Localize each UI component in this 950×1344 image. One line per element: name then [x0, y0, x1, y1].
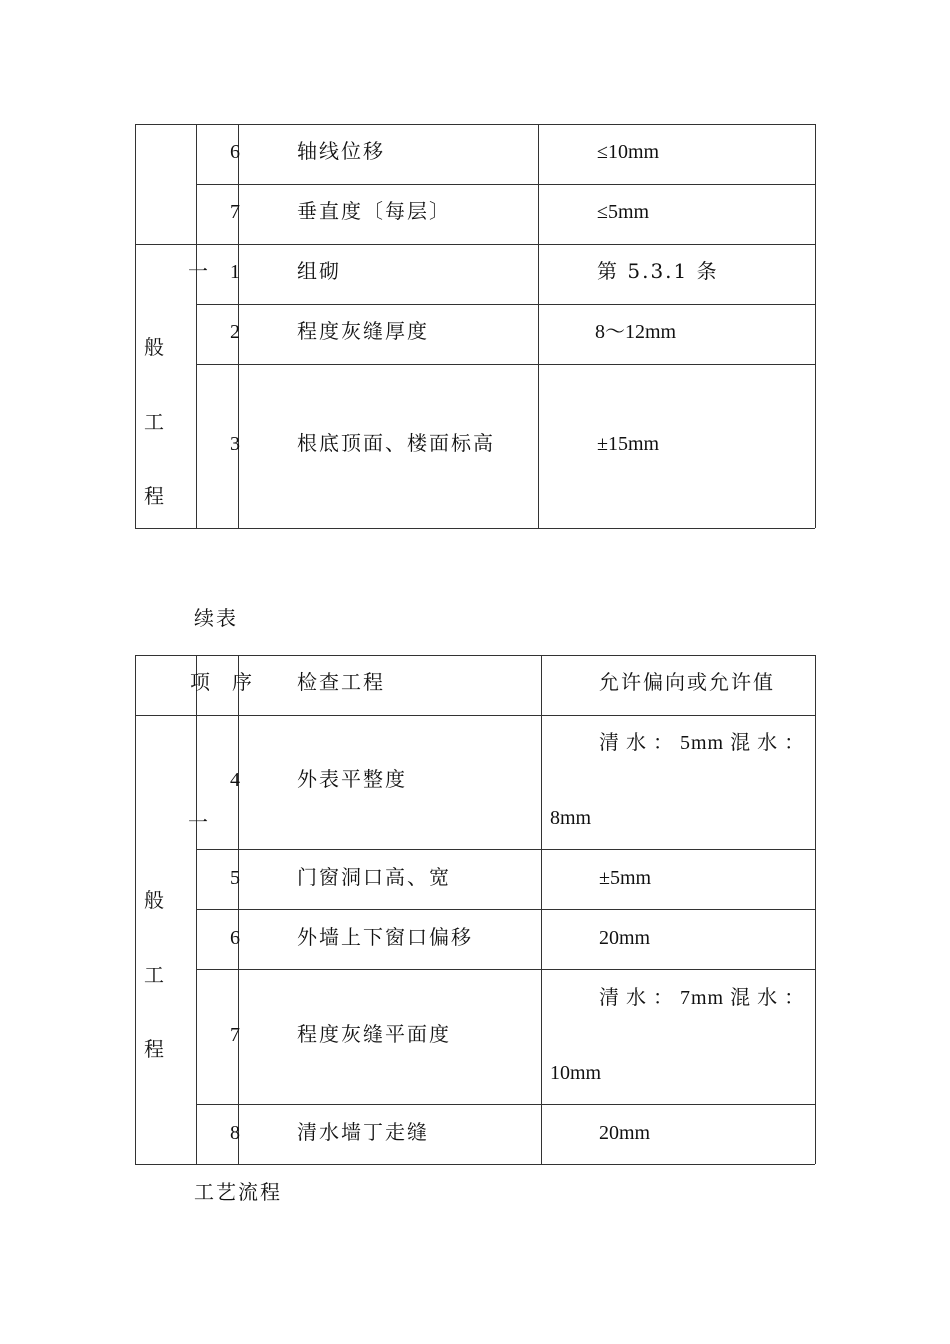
check-item: 清水墙丁走缝: [297, 1120, 429, 1144]
row-number: 6: [230, 927, 240, 949]
check-item: 外表平整度: [297, 767, 407, 791]
tolerance-value-continued: 8mm: [550, 807, 592, 829]
table-caption: 续表: [194, 606, 238, 630]
column-divider: [196, 655, 197, 1164]
table-border: [815, 655, 816, 1164]
row-number: 5: [230, 867, 240, 889]
tolerance-value: 8～12mm: [595, 321, 677, 343]
row-divider: [135, 244, 815, 245]
tolerance-value: ±5mm: [599, 867, 652, 889]
row-number: 2: [230, 321, 240, 343]
side-char: 工: [144, 410, 166, 434]
table-border: [135, 528, 815, 529]
column-divider: [196, 124, 197, 528]
tolerance-value: 清 水 ： 7mm 混 水 ：: [599, 987, 806, 1009]
column-divider: [538, 124, 539, 528]
check-item: 根底顶面、楼面标高: [297, 431, 495, 455]
row-divider: [196, 364, 815, 365]
header-tolerance: 允许偏向或允许值: [599, 670, 775, 694]
check-item: 程度灰缝平面度: [297, 1022, 451, 1046]
row-number: 4: [230, 769, 240, 791]
row-divider: [196, 304, 815, 305]
row-number: 3: [230, 433, 240, 455]
row-number: 7: [230, 1024, 240, 1046]
check-item: 门窗洞口高、宽: [297, 865, 451, 889]
tolerance-value: ≤5mm: [597, 201, 650, 223]
tolerance-value: 20mm: [599, 927, 651, 949]
header-check-item: 检查工程: [297, 670, 385, 694]
table-border: [135, 1164, 815, 1165]
row-divider: [196, 849, 815, 850]
header-divider: [135, 715, 815, 716]
table-border: [135, 124, 136, 528]
tolerance-value-continued: 10mm: [550, 1062, 602, 1084]
row-divider: [196, 184, 815, 185]
table-border: [135, 655, 136, 1164]
side-char: 程: [144, 484, 166, 508]
header-item-category: 项: [190, 670, 212, 694]
side-char: 般: [144, 335, 166, 359]
header-item-number: 序: [232, 670, 254, 694]
table-border: [135, 124, 815, 125]
side-char: 一: [188, 810, 210, 834]
tolerance-value: 清 水 ： 5mm 混 水 ：: [599, 732, 806, 754]
row-number: 6: [230, 141, 240, 163]
side-char: 程: [144, 1037, 166, 1061]
row-number: 8: [230, 1122, 240, 1144]
tolerance-value: 第 5.3.1 条: [597, 259, 719, 283]
table-border: [815, 124, 816, 528]
tolerance-value: 20mm: [599, 1122, 651, 1144]
column-divider: [238, 655, 239, 1164]
tolerance-value: ±15mm: [597, 433, 660, 455]
check-item: 轴线位移: [297, 139, 385, 163]
side-char: 一: [188, 259, 210, 283]
row-divider: [196, 909, 815, 910]
side-char: 工: [144, 963, 166, 987]
row-number: 7: [230, 201, 240, 223]
section-heading: 工艺流程: [194, 1180, 282, 1204]
check-item: 外墙上下窗口偏移: [297, 925, 473, 949]
row-divider: [196, 969, 815, 970]
side-char: 般: [144, 888, 166, 912]
tolerance-value: ≤10mm: [597, 141, 660, 163]
check-item: 组砌: [297, 259, 341, 283]
column-divider: [541, 655, 542, 1164]
row-divider: [196, 1104, 815, 1105]
table-border: [135, 655, 815, 656]
check-item: 程度灰缝厚度: [297, 319, 429, 343]
check-item: 垂直度〔每层〕: [297, 199, 451, 223]
row-number: 1: [230, 261, 240, 283]
